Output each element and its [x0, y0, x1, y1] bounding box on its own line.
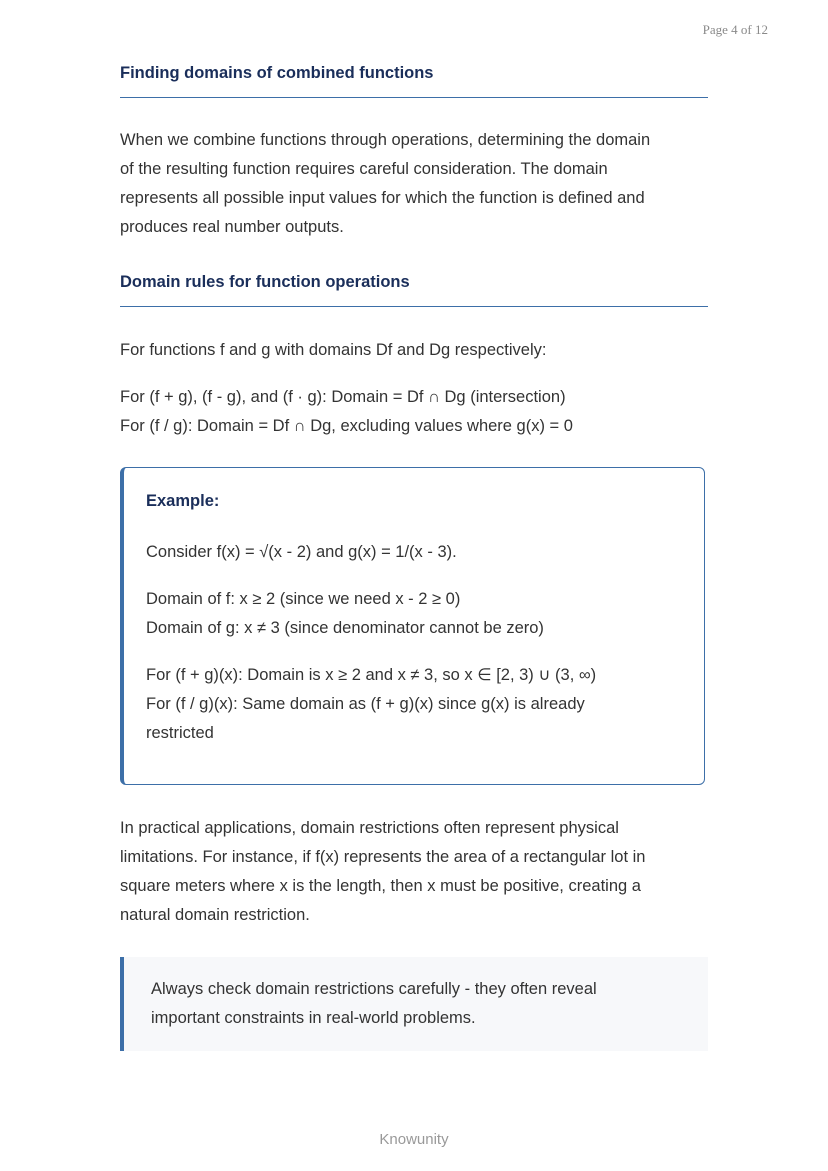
example-results — [146, 661, 596, 748]
rules-list — [120, 383, 708, 441]
rule-sum-difference-product: For (f + g), (f - g), and (f · g): Domain = Df ∩ Dg (intersection) — [120, 388, 566, 406]
result-sum: For (f + g)(x): Domain is x ≥ 2 and x ≠ 3, so x ∈ [2, 3) ∪ (3, ∞) — [146, 666, 597, 684]
note-callout — [120, 957, 708, 1051]
text-line: Always check domain restrictions carefully - they often reveal — [151, 980, 597, 998]
text-line: produces real number outputs. — [120, 218, 344, 236]
text-line: represents all possible input values for which the function is defined and — [120, 189, 645, 207]
result-quotient: For (f / g)(x): Same domain as (f + g)(x) since g(x) is already — [146, 695, 585, 713]
page-number: Page 4 of 12 — [702, 22, 768, 37]
rules-intro: For functions f and g with domains Df and Dg respectively: — [120, 341, 547, 359]
example-box — [120, 467, 705, 785]
text-line: of the resulting function requires careful consideration. The domain — [120, 160, 608, 178]
example-consider: Consider f(x) = √(x - 2) and g(x) = 1/(x - 3). — [146, 543, 457, 561]
note-text — [151, 975, 597, 1033]
intro-paragraph — [120, 126, 708, 242]
text-line: In practical applications, domain restrictions often represent physical — [120, 819, 619, 837]
text-line: limitations. For instance, if f(x) represents the area of a rectangular lot in — [120, 848, 646, 866]
rule-quotient: For (f / g): Domain = Df ∩ Dg, excluding values where g(x) = 0 — [120, 417, 573, 435]
result-quotient-cont: restricted — [146, 724, 214, 742]
example-title: Example: — [146, 492, 220, 510]
domain-of-f: Domain of f: x ≥ 2 (since we need x - 2 ≥ 0) — [146, 590, 461, 608]
text-line: natural domain restriction. — [120, 906, 310, 924]
text-line: square meters where x is the length, then x must be positive, creating a — [120, 877, 641, 895]
practical-paragraph — [120, 814, 708, 930]
example-domains — [146, 585, 544, 643]
section-heading-domain-rules: Domain rules for function operations — [120, 273, 708, 307]
domain-of-g: Domain of g: x ≠ 3 (since denominator cannot be zero) — [146, 619, 544, 637]
footer-brand: Knowunity — [379, 1131, 449, 1148]
text-line: important constraints in real-world problems. — [151, 1009, 476, 1027]
text-line: When we combine functions through operations, determining the domain — [120, 131, 651, 149]
section-heading-finding-domains: Finding domains of combined functions — [120, 64, 708, 98]
